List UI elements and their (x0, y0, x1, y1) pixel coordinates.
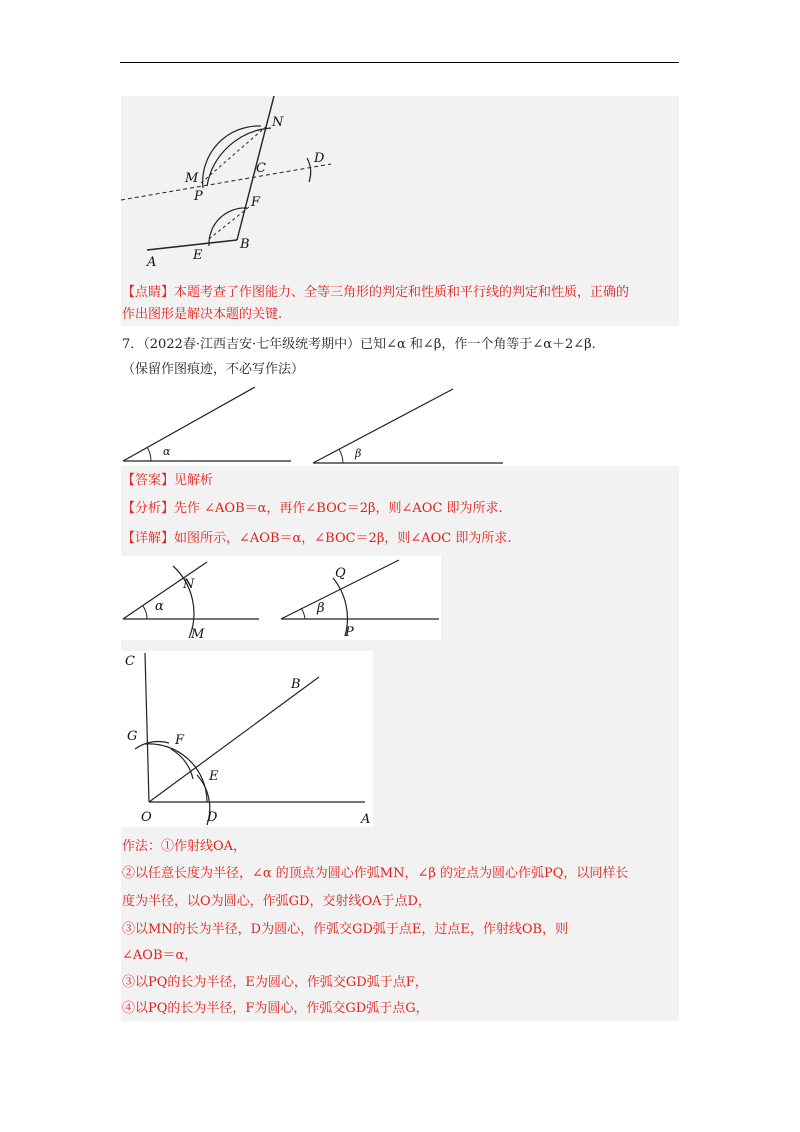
fig3-label-G: G (127, 729, 138, 744)
given-alpha-label: α (163, 445, 171, 458)
fig2-label-M: M (191, 627, 205, 640)
step-4: ③以PQ的长为半径，E为圆心，作弧交GD弧于点F， (122, 975, 428, 990)
fig3-label-B: B (291, 677, 301, 692)
step-2-cont: 度为半径，以O为圆心，作弧GD，交射线OA于点D， (122, 894, 431, 909)
figure-2 (121, 556, 441, 640)
fig1-label-D: D (314, 151, 325, 166)
fig2-label-Q: Q (335, 566, 346, 581)
fig3-label-C: C (125, 654, 135, 669)
fenxi-line: 【分析】先作 ∠AOB＝α，再作∠BOC＝2β，则∠AOC 即为所求. (122, 501, 503, 516)
fig2-label-beta: β (317, 601, 325, 616)
step-5: ④以PQ的长为半径，F为圆心，作弧交GD弧于点G， (122, 1001, 429, 1016)
fig2-label-N: N (183, 577, 195, 592)
xiangjie-line: 【详解】如图所示，∠AOB＝α，∠BOC＝2β，则∠AOC 即为所求. (122, 531, 512, 546)
fig1-label-C: C (256, 161, 266, 176)
fig3-label-O: O (141, 810, 152, 825)
fig2-label-alpha: α (155, 599, 164, 614)
fig1-label-A: A (147, 255, 157, 270)
step-2: ②以任意长度为半径，∠α 的顶点为圆心作弧MN，∠β 的定点为圆心作弧PQ，以同样长 (122, 866, 629, 881)
fig1-label-E: E (193, 248, 203, 263)
fig3-label-F: F (175, 733, 185, 748)
problem-7-line-1: 7．（2022春·江西吉安·七年级统考期中）已知∠α 和∠β，作一个角等于∠α＋2∠β． (122, 337, 605, 352)
figure-1 (121, 96, 381, 276)
step-1: 作法：①作射线OA， (122, 839, 247, 854)
fig1-label-F: F (251, 195, 261, 210)
fig3-label-A: A (361, 812, 371, 827)
fig1-label-P: P (194, 189, 203, 204)
fig3-label-D: D (207, 810, 218, 825)
header-rule (120, 62, 679, 63)
given-angles-figure (121, 385, 521, 467)
problem-7-line-2: （保留作图痕迹，不必写作法） (122, 362, 305, 377)
dianjing-line-2: 作出图形是解决本题的关键. (122, 307, 283, 322)
given-beta-label: β (355, 447, 362, 460)
answer-line: 【答案】见解析 (122, 473, 214, 488)
fig1-label-M: M (185, 171, 199, 186)
fig1-label-B: B (240, 237, 250, 252)
step-3-cont: ∠AOB＝α， (122, 948, 198, 963)
fig3-label-E: E (209, 769, 219, 784)
dianjing-line-1: 【点睛】本题考查了作图能力、全等三角形的判定和性质和平行线的判定和性质，正确的 (122, 285, 630, 300)
figure-3 (121, 651, 373, 827)
step-3: ③以MN的长为半径，D为圆心，作弧交GD弧于点E，过点E，作射线OB，则 (122, 922, 569, 937)
fig2-label-P: P (345, 625, 354, 640)
fig1-label-N: N (272, 115, 284, 130)
